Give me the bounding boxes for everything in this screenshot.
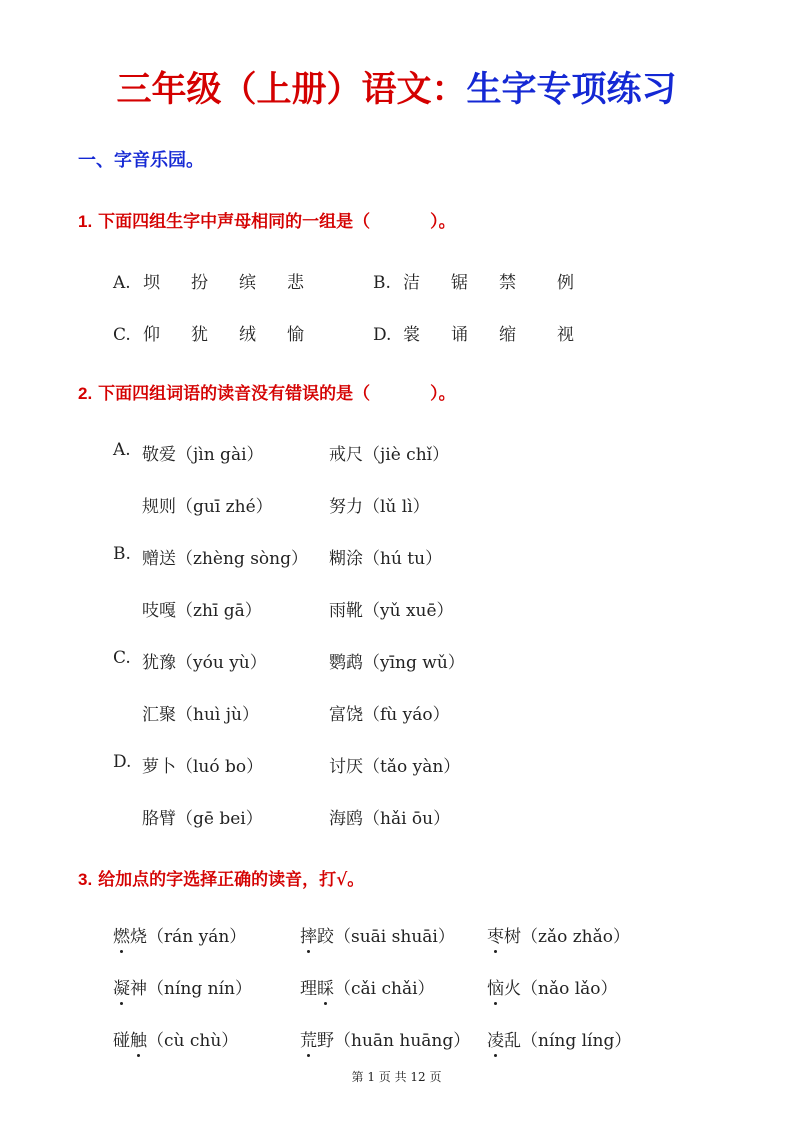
q2-option-label-d: D. [113,752,132,772]
q2-word: 萝卜（luó bo） [142,757,264,777]
q2-option-label-a: A. [113,440,131,460]
q2-word: 戒尺（jiè chǐ） [329,445,450,465]
title-grade: 三年级（上册）语文： [116,69,467,110]
q3-item[interactable]: 枣树（zǎo zhǎo） [487,922,630,947]
q2-word: 敬爱（jìn gài） [142,445,264,465]
q1-option-d: D. 裳 诵 缩 视 [373,325,574,345]
section-heading: 一、字音乐园。 [78,150,204,171]
q2-word: 规则（guī zhé） [142,497,273,517]
q1-option-b: B. 洁 锯 禁 例 [373,273,574,293]
q2-word: 雨靴（yǔ xuē） [329,601,454,621]
q3-item[interactable]: 恼火（nǎo lǎo） [487,974,618,999]
q2-word: 犹豫（yóu yù） [142,653,267,673]
q2-option-label-c: C. [113,648,131,668]
q3-item[interactable]: 理睬（cǎi chǎi） [300,974,435,999]
q3-item[interactable]: 摔跤（suāi shuāi） [300,922,455,947]
q2-option-label-b: B. [113,544,131,564]
question-2: 2. 下面四组词语的读音没有错误的是（ ）。 [78,384,456,404]
q3-item[interactable]: 荒野（huān huāng） [300,1026,470,1051]
q2-word: 胳臂（gē bei） [142,809,263,829]
q2-word: 赠送（zhèng sòng） [142,549,308,569]
page-footer: 第 1 页 共 12 页 [351,1070,442,1084]
q2-word: 糊涂（hú tu） [329,549,443,569]
q2-word: 鹦鹉（yīng wǔ） [329,653,465,673]
q2-word: 海鸥（hǎi ōu） [329,809,451,829]
q3-item[interactable]: 凝神（níng nín） [113,974,252,999]
question-3: 3. 给加点的字选择正确的读音，打√。 [78,870,365,890]
check-mark: √ [336,870,348,890]
q2-word: 吱嘎（zhī gā） [142,601,262,621]
title-topic: 生字专项练习 [466,69,677,110]
q2-word: 讨厌（tǎo yàn） [329,757,461,777]
q3-item[interactable]: 碰触（cù chù） [113,1026,238,1051]
q2-word: 汇聚（huì jù） [142,705,259,725]
q3-item[interactable]: 凌乱（níng líng） [487,1026,631,1051]
q2-word: 富饶（fù yáo） [329,705,450,725]
q3-item[interactable]: 燃烧（rán yán） [113,922,246,947]
q1-option-c: C. 仰 犹 绒 愉 [113,325,304,345]
q2-word: 努力（lǔ lì） [329,497,430,517]
page-title [0,62,793,112]
q1-option-a: A. 坝 扮 缤 悲 [113,273,304,293]
question-1: 1. 下面四组生字中声母相同的一组是（ ）。 [78,212,456,232]
